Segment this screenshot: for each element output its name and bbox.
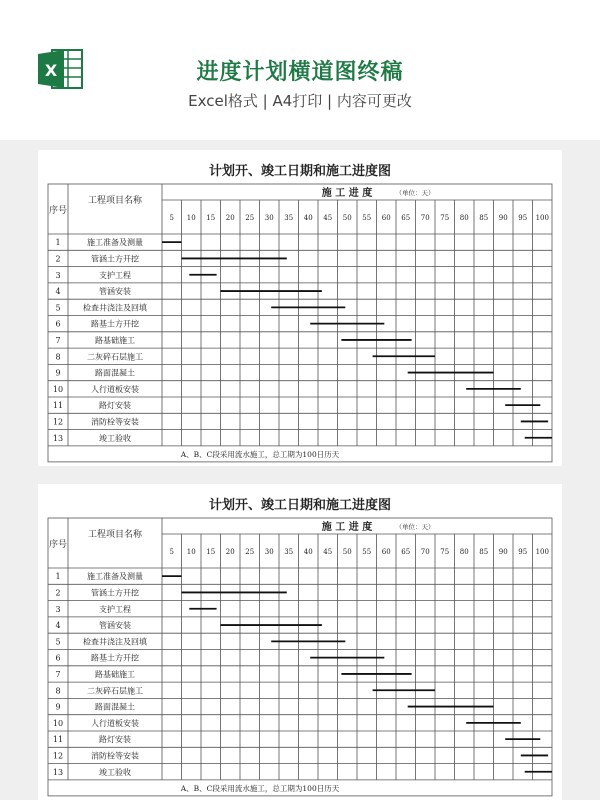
row-item-name: 管涵土方开挖 (91, 588, 139, 598)
row-number: 8 (55, 352, 61, 362)
row-number: 10 (52, 384, 64, 394)
row-number: 4 (55, 287, 61, 297)
progress-header: 施 工 进 度 (321, 188, 373, 199)
progress-header: 施 工 进 度 (321, 522, 373, 533)
row-number: 7 (55, 669, 61, 679)
footnote: A、B、C段采用流水施工，总工期为100日历天 (180, 783, 340, 793)
row-number: 2 (55, 588, 61, 598)
day-tick-label: 60 (381, 214, 391, 222)
day-tick-label: 65 (401, 548, 411, 556)
col-item-header: 工程项目名称 (87, 530, 143, 540)
row-item-name: 施工准备及测量 (87, 572, 143, 582)
day-tick-label: 65 (401, 214, 411, 222)
row-number: 13 (52, 767, 64, 777)
footnote: A、B、C段采用流水施工，总工期为100日历天 (180, 449, 340, 459)
row-number: 10 (52, 718, 64, 728)
day-tick-label: 50 (342, 214, 352, 222)
day-tick-label: 90 (498, 214, 508, 222)
row-item-name: 检查井浇注及回填 (83, 303, 147, 313)
row-number: 13 (52, 433, 64, 443)
row-item-name: 路面混凝土 (95, 368, 135, 378)
sheet-title: 计划开、竣工日期和施工进度图 (208, 164, 391, 179)
row-number: 8 (55, 686, 61, 696)
row-number: 11 (52, 401, 64, 411)
row-item-name: 消防栓等安装 (91, 751, 139, 761)
row-number: 12 (52, 417, 64, 427)
page-title: 进度计划横道图终稿 (196, 60, 404, 85)
day-tick-label: 95 (518, 214, 528, 222)
row-number: 2 (55, 254, 61, 264)
row-item-name: 支护工程 (99, 604, 131, 614)
day-tick-label: 50 (342, 548, 352, 556)
day-tick-label: 5 (169, 214, 174, 222)
day-tick-label: 20 (225, 214, 235, 222)
row-item-name: 路基土方开挖 (91, 319, 139, 329)
row-number: 6 (55, 319, 61, 329)
row-item-name: 路灯安装 (99, 401, 131, 411)
row-item-name: 路基础施工 (95, 335, 135, 345)
day-tick-label: 40 (303, 214, 313, 222)
day-tick-label: 30 (264, 214, 274, 222)
day-tick-label: 95 (518, 548, 528, 556)
row-item-name: 施工准备及测量 (87, 238, 143, 248)
day-tick-label: 85 (479, 548, 489, 556)
day-tick-label: 15 (206, 214, 216, 222)
day-tick-label: 100 (535, 548, 549, 556)
row-number: 6 (55, 653, 61, 663)
day-tick-label: 70 (420, 548, 430, 556)
day-tick-label: 35 (284, 548, 294, 556)
day-tick-label: 20 (225, 548, 235, 556)
day-tick-label: 15 (206, 548, 216, 556)
page-subtitle: Excel格式 | A4打印 | 内容可更改 (188, 92, 412, 110)
unit-label: （单位：天） (395, 523, 435, 531)
row-item-name: 二灰碎石层施工 (87, 352, 143, 362)
day-tick-label: 60 (381, 548, 391, 556)
row-item-name: 检查井浇注及回填 (83, 637, 147, 647)
row-number: 5 (55, 637, 61, 647)
col-seq-header: 序号 (48, 206, 68, 216)
day-tick-label: 45 (323, 214, 333, 222)
row-item-name: 支护工程 (99, 270, 131, 280)
schedule-sheet-1 (38, 150, 562, 466)
row-number: 1 (55, 238, 61, 248)
row-item-name: 竣工验收 (99, 767, 131, 777)
day-tick-label: 80 (459, 548, 469, 556)
row-number: 1 (55, 572, 61, 582)
row-item-name: 管涵安装 (99, 621, 131, 631)
row-item-name: 二灰碎石层施工 (87, 686, 143, 696)
day-tick-label: 5 (169, 548, 174, 556)
col-item-header: 工程项目名称 (87, 196, 143, 206)
day-tick-label: 10 (186, 214, 196, 222)
day-tick-label: 25 (245, 548, 255, 556)
row-number: 11 (52, 735, 64, 745)
day-tick-label: 25 (245, 214, 255, 222)
gantt-table (38, 484, 562, 800)
row-item-name: 竣工验收 (99, 433, 131, 443)
row-number: 9 (55, 368, 61, 378)
day-tick-label: 75 (440, 548, 450, 556)
header (0, 0, 600, 140)
schedule-sheet-2 (38, 484, 562, 800)
row-number: 4 (55, 621, 61, 631)
row-number: 12 (52, 751, 64, 761)
col-seq-header: 序号 (48, 540, 68, 550)
day-tick-label: 55 (362, 214, 372, 222)
row-item-name: 消防栓等安装 (91, 417, 139, 427)
day-tick-label: 100 (535, 214, 549, 222)
day-tick-label: 35 (284, 214, 294, 222)
day-tick-label: 45 (323, 548, 333, 556)
day-tick-label: 55 (362, 548, 372, 556)
gantt-table (38, 150, 562, 466)
day-tick-label: 90 (498, 548, 508, 556)
row-number: 7 (55, 335, 61, 345)
row-item-name: 路基础施工 (95, 669, 135, 679)
unit-label: （单位：天） (395, 189, 435, 197)
day-tick-label: 75 (440, 214, 450, 222)
day-tick-label: 30 (264, 548, 274, 556)
row-number: 3 (55, 270, 61, 280)
row-item-name: 管涵安装 (99, 287, 131, 297)
day-tick-label: 85 (479, 214, 489, 222)
svg-text:X: X (44, 61, 58, 80)
row-number: 9 (55, 702, 61, 712)
row-item-name: 人行道板安装 (91, 718, 139, 728)
row-item-name: 路面混凝土 (95, 702, 135, 712)
day-tick-label: 40 (303, 548, 313, 556)
row-item-name: 路灯安装 (99, 735, 131, 745)
day-tick-label: 10 (186, 548, 196, 556)
row-item-name: 路基土方开挖 (91, 653, 139, 663)
row-number: 3 (55, 604, 61, 614)
row-item-name: 人行道板安装 (91, 384, 139, 394)
row-number: 5 (55, 303, 61, 313)
day-tick-label: 70 (420, 214, 430, 222)
sheet-title: 计划开、竣工日期和施工进度图 (208, 498, 391, 513)
row-item-name: 管涵土方开挖 (91, 254, 139, 264)
day-tick-label: 80 (459, 214, 469, 222)
